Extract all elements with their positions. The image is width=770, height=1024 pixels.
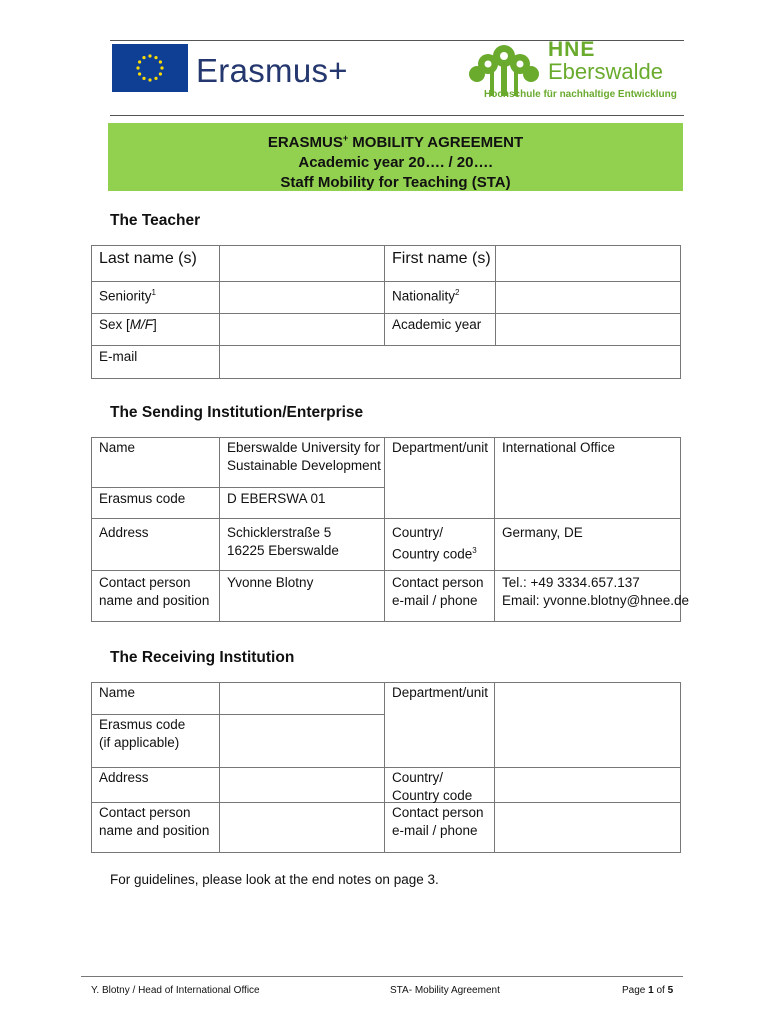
guidelines-note: For guidelines, please look at the end notes on page 3. (110, 872, 439, 887)
sending-country-value: Germany, DE (502, 525, 583, 540)
teacher-row-divider (91, 313, 681, 314)
title-line-3: Staff Mobility for Teaching (STA) (280, 174, 511, 191)
teacher-col-divider (495, 245, 496, 345)
sex-input[interactable] (221, 315, 383, 344)
hne-subtitle: Eberswalde (548, 59, 663, 84)
sending-col-divider (384, 437, 385, 622)
sending-department-value: International Office (502, 440, 616, 455)
document-title-band (108, 123, 683, 191)
email-label: E-mail (99, 349, 138, 364)
footer-document-name: STA- Mobility Agreement (390, 985, 500, 996)
academic-year-label: Academic year (392, 317, 482, 332)
teacher-heading: The Teacher (110, 212, 201, 229)
receiving-col-divider (219, 682, 220, 853)
sending-name-value-line-2: Sustainable Development (227, 458, 381, 473)
receiving-country-label-line-1: Country/ (392, 770, 444, 785)
sending-contact-email-label-line-1: Contact person (392, 575, 484, 590)
last-name-input[interactable] (221, 247, 383, 280)
sending-address-line-2: 16225 Eberswalde (227, 543, 339, 558)
eu-stars-icon (112, 44, 188, 92)
receiving-institution-heading: The Receiving Institution (110, 649, 295, 666)
sending-department-label: Department/unit (392, 440, 489, 455)
receiving-col-divider (494, 682, 495, 853)
receiving-country-label-line-2: Country code (392, 788, 473, 803)
hne-title: HNE (548, 38, 596, 61)
teacher-row-divider (91, 281, 681, 282)
receiving-contact-email-label-line-2: e-mail / phone (392, 823, 478, 838)
nationality-input[interactable] (497, 283, 679, 312)
sending-row-divider (91, 487, 385, 488)
sending-email-value[interactable]: Email: yvonne.blotny@hnee.de (502, 593, 690, 608)
sending-address-line-1: Schicklerstraße 5 (227, 525, 332, 540)
title-line-1: ERASMUS+ MOBILITY AGREEMENT (267, 133, 524, 151)
receiving-contact-label-line-1: Contact person (99, 805, 191, 820)
sending-contact-label-line-1: Contact person (99, 575, 191, 590)
sending-country-label-line-1: Country/ (392, 525, 444, 540)
last-name-label: Last name (s) (99, 250, 197, 267)
first-name-input[interactable] (497, 247, 679, 280)
seniority-label: Seniority$^1$ (99, 288, 156, 304)
receiving-country-input[interactable] (496, 769, 679, 801)
footer-rule (81, 976, 683, 977)
receiving-contact-input[interactable] (221, 804, 383, 852)
receiving-row-divider (91, 802, 681, 803)
sending-col-divider (219, 437, 220, 622)
email-input[interactable] (221, 347, 679, 377)
sending-row-divider (91, 570, 681, 571)
receiving-erasmus-code-label-line-1: Erasmus code (99, 717, 186, 732)
receiving-department-input[interactable] (496, 684, 679, 766)
sending-contact-email-label-line-2: e-mail / phone (392, 593, 478, 608)
sex-label: Sex [M/F] (99, 317, 157, 332)
receiving-department-label: Department/unit (392, 685, 489, 700)
sending-institution-heading: The Sending Institution/Enterprise (110, 404, 364, 421)
sending-country-label-line-2: Country code$^3$ (392, 546, 477, 562)
teacher-col-divider (384, 245, 385, 345)
receiving-erasmus-code-label-line-2: (if applicable) (99, 735, 180, 750)
receiving-row-divider (91, 714, 385, 715)
receiving-contact-label-line-2: name and position (99, 823, 210, 838)
receiving-name-label: Name (99, 685, 136, 700)
sending-erasmus-code-value: D EBERSWA 01 (227, 491, 326, 506)
receiving-row-divider (91, 767, 681, 768)
sending-contact-label-line-2: name and position (99, 593, 210, 608)
receiving-address-label: Address (99, 770, 149, 785)
academic-year-input[interactable] (497, 315, 679, 344)
footer-page-number: Page 1 of 5 (622, 985, 674, 996)
teacher-col-divider (219, 245, 220, 379)
sending-erasmus-code-label: Erasmus code (99, 491, 186, 506)
sending-col-divider (494, 437, 495, 622)
eu-flag-logo (112, 44, 188, 92)
title-line-2: Academic year 20…. / 20…. (298, 154, 493, 171)
sending-tel-value: Tel.: +49 3334.657.137 (502, 575, 640, 590)
erasmus-plus-wordmark: Erasmus+ (196, 52, 348, 89)
header-top-rule (110, 40, 684, 41)
receiving-erasmus-code-input[interactable] (221, 716, 383, 766)
sending-address-label: Address (99, 525, 149, 540)
receiving-contact-email-input[interactable] (496, 804, 679, 852)
teacher-row-divider (91, 345, 681, 346)
sending-name-label: Name (99, 440, 136, 455)
footer-author: Y. Blotny / Head of International Office (91, 985, 260, 996)
header-bottom-rule (110, 115, 684, 116)
sending-name-value-line-1: Eberswalde University for (227, 440, 381, 455)
receiving-name-input[interactable] (221, 684, 383, 713)
first-name-label: First name (s) (392, 250, 491, 267)
seniority-input[interactable] (221, 283, 383, 312)
receiving-address-input[interactable] (221, 769, 383, 801)
sending-contact-value: Yvonne Blotny (227, 575, 314, 590)
receiving-contact-email-label-line-1: Contact person (392, 805, 484, 820)
sending-row-divider (91, 518, 681, 519)
nationality-label: Nationality$^2$ (392, 288, 460, 304)
receiving-col-divider (384, 682, 385, 853)
hne-tagline: Hochschule für nachhaltige Entwicklung (484, 89, 677, 100)
